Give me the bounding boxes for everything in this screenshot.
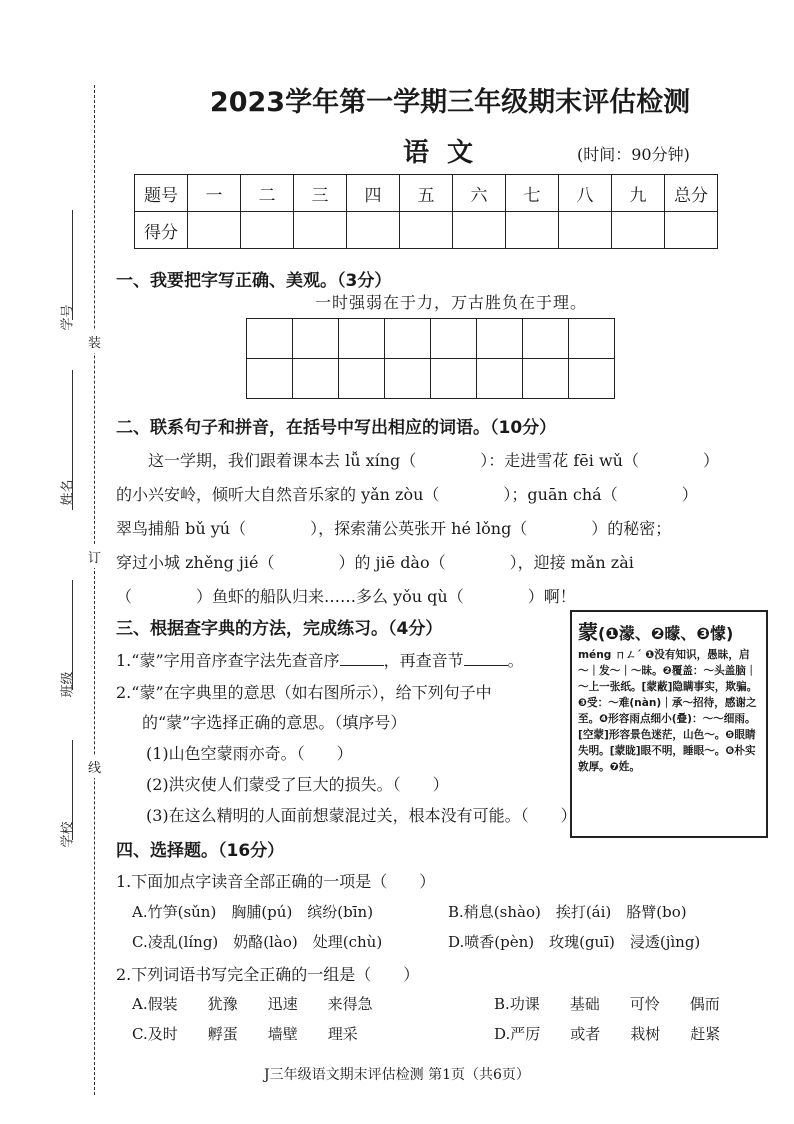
writing-cell[interactable] — [385, 359, 431, 399]
writing-cell[interactable] — [247, 319, 293, 359]
writing-cell[interactable] — [247, 359, 293, 399]
score-cell-header: 三 — [294, 175, 347, 212]
q1-option-d[interactable]: D.喷香(pèn) 玫瑰(guī) 浸透(jìng) — [448, 933, 701, 951]
score-input-cell[interactable] — [665, 212, 718, 249]
score-input-cell[interactable] — [241, 212, 294, 249]
student-id-label: 学号 — [60, 304, 76, 331]
score-input-cell[interactable] — [559, 212, 612, 249]
dictionary-variants: (❶濛、❷曚、❸懞) — [598, 624, 734, 643]
answer-blank[interactable] — [340, 651, 384, 666]
q2-option-b[interactable]: B.功课 基础 可怜 偶而 — [494, 995, 720, 1013]
binding-mark-ding: 订 — [88, 545, 101, 568]
section4-q1: 1.下面加点字读音全部正确的一项是（ ） — [116, 872, 436, 891]
score-input-cell[interactable] — [347, 212, 400, 249]
writing-cell[interactable] — [431, 319, 477, 359]
section3-q2-line1: 2.“蒙”在字典里的意思（如右图所示），给下列句子中 — [116, 683, 492, 702]
score-cell-header: 二 — [241, 175, 294, 212]
writing-cell[interactable] — [293, 319, 339, 359]
dictionary-pinyin: méng ㄇㄥˊ — [578, 649, 642, 661]
score-row-label: 得分 — [135, 212, 188, 249]
dictionary-entry-box — [570, 610, 768, 838]
copy-sentence: 一时强弱在于力，万古胜负在于理。 — [315, 293, 588, 312]
q2-option-d[interactable]: D.严厉 或者 栽树 赶紧 — [494, 1025, 721, 1043]
section2-line: 这一学期，我们跟着课本去 lǚ xíng（ ）：走进雪花 fēi wǔ（ ） — [148, 451, 719, 470]
score-input-cell[interactable] — [188, 212, 241, 249]
writing-cell[interactable] — [523, 359, 569, 399]
writing-cell[interactable] — [385, 319, 431, 359]
score-cell-header: 一 — [188, 175, 241, 212]
score-input-cell[interactable] — [506, 212, 559, 249]
dictionary-headword — [578, 616, 760, 645]
writing-cell[interactable] — [293, 359, 339, 399]
section4-q2: 2.下列词语书写完全正确的一组是（ ） — [116, 965, 420, 984]
section2-heading: 二、联系句子和拼音，在括号中写出相应的词语。（10分） — [116, 418, 557, 438]
writing-cell[interactable] — [523, 319, 569, 359]
writing-cell[interactable] — [569, 319, 615, 359]
writing-cell[interactable] — [569, 359, 615, 399]
section3-q1-text-a: 1.“蒙”字用音序查字法先查音序 — [116, 651, 340, 670]
score-cell-header: 八 — [559, 175, 612, 212]
section2-line: （ ）鱼虾的船队归来……多么 yǒu qù（ ）啊！ — [116, 587, 576, 606]
subject-title: 语文 — [403, 138, 492, 168]
binding-dashed-line — [94, 85, 95, 1095]
dictionary-definition — [578, 647, 760, 775]
name-label: 姓名 — [60, 479, 76, 506]
section3-item: (3)在这么精明的人面前想蒙混过关，根本没有可能。（ ） — [146, 806, 577, 825]
q2-option-c[interactable]: C.及时 孵蛋 墙壁 理采 — [132, 1025, 358, 1043]
section3-item: (2)洪灾使人们蒙受了巨大的损失。（ ） — [146, 775, 449, 794]
dictionary-senses: ❶没有知识，愚昧，启～｜发～｜～昧。❷覆盖：～头盖脑｜～上一张纸。[蒙蔽]隐瞒事实，欺骗。❸受：～难(nàn)｜承～招待，感谢之至。❹形容雨点细小(叠)：～～细雨。[空蒙]形容景色迷茫，山色～。❺眼睛失明。[蒙眬]眼不明，睡眼～。❻朴实敦厚。❼姓。 — [578, 649, 758, 773]
section3-heading: 三、根据查字典的方法，完成练习。（4分） — [116, 619, 443, 639]
writing-grid[interactable] — [246, 318, 615, 399]
writing-cell[interactable] — [431, 359, 477, 399]
score-cell-header: 四 — [347, 175, 400, 212]
school-label: 学校 — [60, 821, 76, 848]
section1-heading: 一、我要把字写正确、美观。（3分） — [116, 271, 392, 291]
class-label: 班级 — [60, 671, 76, 698]
section3-q2-line2: 的“蒙”字选择正确的意思。（填序号） — [142, 713, 407, 732]
section4-heading: 四、选择题。（16分） — [116, 841, 285, 861]
score-cell-header: 题号 — [135, 175, 188, 212]
exam-title: 2023学年第一学期三年级期末评估检测 — [209, 87, 691, 118]
score-input-cell[interactable] — [453, 212, 506, 249]
section2-line: 穿过小城 zhěng jié（ ）的 jiē dào（ ），迎接 mǎn zài — [116, 553, 634, 572]
score-cell-header: 五 — [400, 175, 453, 212]
q1-option-c[interactable]: C.凌乱(líng) 奶酪(lào) 处理(chù) — [132, 933, 383, 951]
q1-option-b[interactable]: B.稍息(shào) 挨打(ái) 胳臂(bo) — [448, 903, 687, 921]
writing-cell[interactable] — [339, 359, 385, 399]
score-cell-header: 七 — [506, 175, 559, 212]
q2-option-a[interactable]: A.假装 犹豫 迅速 来得急 — [132, 995, 373, 1013]
writing-cell[interactable] — [339, 319, 385, 359]
score-table-score-row — [135, 212, 718, 249]
score-cell-header: 六 — [453, 175, 506, 212]
section3-item: (1)山色空蒙雨亦奇。（ ） — [146, 744, 353, 763]
score-input-cell[interactable] — [612, 212, 665, 249]
section3-q1-text-b: ，再查音节 — [383, 651, 464, 670]
score-cell-header: 九 — [612, 175, 665, 212]
score-table-header-row — [135, 175, 718, 212]
writing-cell[interactable] — [477, 319, 523, 359]
score-cell-header: 总分 — [665, 175, 718, 212]
q1-option-a[interactable]: A.竹笋(sǔn) 胸脯(pú) 缤纷(bīn) — [132, 903, 374, 921]
section2-line: 翠鸟捕船 bǔ yú（ ），探索蒲公英张开 hé lǒng（ ）的秘密； — [116, 519, 672, 538]
score-table — [134, 174, 718, 249]
page-footer: J三年级语文期末评估检测 第1页（共6页） — [264, 1067, 530, 1083]
binding-mark-xian: 线 — [88, 755, 101, 778]
section2-line: 的小兴安岭，倾听大自然音乐家的 yǎn zòu（ ）；guān chá（ ） — [116, 485, 698, 504]
score-input-cell[interactable] — [400, 212, 453, 249]
score-input-cell[interactable] — [294, 212, 347, 249]
section3-q1 — [116, 648, 524, 671]
dictionary-char: 蒙 — [578, 620, 598, 644]
binding-mark-zhuang: 装 — [88, 330, 101, 353]
answer-blank[interactable] — [464, 651, 508, 666]
exam-time: (时间：90分钟) — [577, 145, 690, 164]
writing-cell[interactable] — [477, 359, 523, 399]
section3-q1-text-c: 。 — [507, 651, 524, 670]
